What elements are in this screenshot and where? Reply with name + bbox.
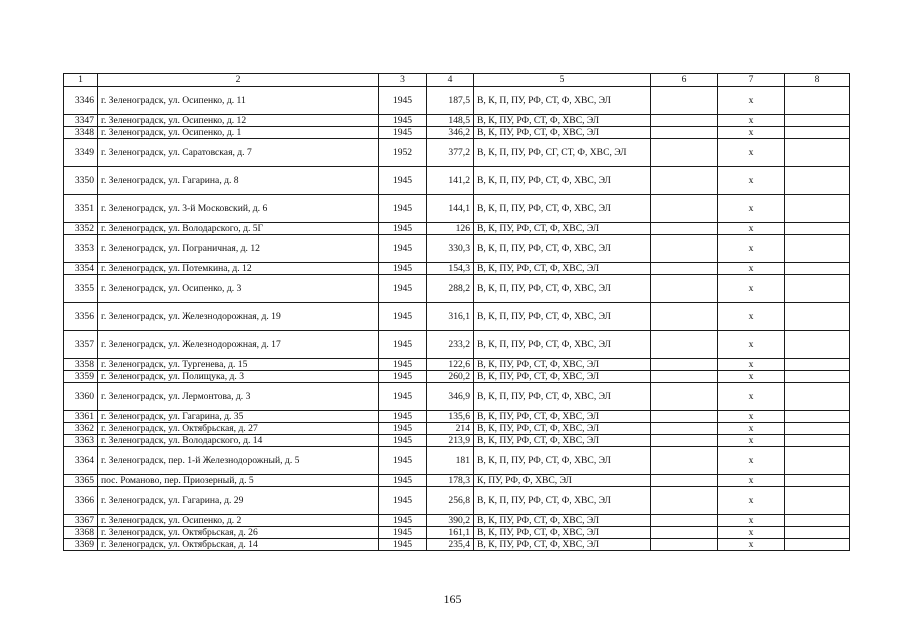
column-6-cell (651, 303, 718, 331)
works-cell: В, К, П, ПУ, РФ, СГ, СТ, Ф, ХВС, ЭЛ (474, 139, 651, 167)
year-cell: 1945 (379, 195, 427, 223)
row-number: 3348 (64, 127, 98, 139)
column-6-cell (651, 515, 718, 527)
works-cell: В, К, ПУ, РФ, СТ, Ф, ХВС, ЭЛ (474, 515, 651, 527)
works-cell: В, К, ПУ, РФ, СТ, Ф, ХВС, ЭЛ (474, 435, 651, 447)
address-cell: г. Зеленоградск, ул. Потемкина, д. 12 (98, 263, 379, 275)
column-6-cell (651, 331, 718, 359)
works-cell: В, К, ПУ, РФ, СТ, Ф, ХВС, ЭЛ (474, 539, 651, 551)
year-cell: 1945 (379, 359, 427, 371)
table-row (64, 223, 850, 235)
table-row (64, 195, 850, 223)
column-7-cell: х (718, 87, 785, 115)
works-cell: В, К, ПУ, РФ, СТ, Ф, ХВС, ЭЛ (474, 371, 651, 383)
works-cell: В, К, П, ПУ, РФ, СТ, Ф, ХВС, ЭЛ (474, 331, 651, 359)
address-cell: г. Зеленоградск, ул. Железнодорожная, д. 17 (98, 331, 379, 359)
column-8-cell (785, 87, 850, 115)
year-cell: 1945 (379, 447, 427, 475)
table-row (64, 515, 850, 527)
column-7-cell: х (718, 115, 785, 127)
address-cell: г. Зеленоградск, ул. Пограничная, д. 12 (98, 235, 379, 263)
column-6-cell (651, 195, 718, 223)
address-cell: г. Зеленоградск, ул. Лермонтова, д. 3 (98, 383, 379, 411)
column-header: 8 (785, 74, 850, 87)
table-row (64, 527, 850, 539)
row-number: 3355 (64, 275, 98, 303)
column-8-cell (785, 487, 850, 515)
column-8-cell (785, 127, 850, 139)
table-row (64, 435, 850, 447)
area-cell: 141,2 (427, 167, 474, 195)
table-row (64, 539, 850, 551)
row-number: 3362 (64, 423, 98, 435)
table-row (64, 167, 850, 195)
works-cell: В, К, П, ПУ, РФ, СТ, Ф, ХВС, ЭЛ (474, 275, 651, 303)
column-6-cell (651, 487, 718, 515)
column-6-cell (651, 167, 718, 195)
column-6-cell (651, 411, 718, 423)
column-6-cell (651, 435, 718, 447)
address-cell: г. Зеленоградск, ул. Тургенева, д. 15 (98, 359, 379, 371)
table-row (64, 447, 850, 475)
column-7-cell: х (718, 195, 785, 223)
row-number: 3364 (64, 447, 98, 475)
registry-body (64, 74, 850, 551)
row-number: 3350 (64, 167, 98, 195)
works-cell: В, К, ПУ, РФ, СТ, Ф, ХВС, ЭЛ (474, 223, 651, 235)
area-cell: 214 (427, 423, 474, 435)
area-cell: 181 (427, 447, 474, 475)
column-7-cell: х (718, 539, 785, 551)
address-cell: г. Зеленоградск, ул. Осипенко, д. 3 (98, 275, 379, 303)
row-number: 3365 (64, 475, 98, 487)
year-cell: 1945 (379, 235, 427, 263)
year-cell: 1945 (379, 539, 427, 551)
year-cell: 1945 (379, 275, 427, 303)
works-cell: В, К, ПУ, РФ, СТ, Ф, ХВС, ЭЛ (474, 359, 651, 371)
address-cell: г. Зеленоградск, ул. Володарского, д. 5Г (98, 223, 379, 235)
column-7-cell: х (718, 435, 785, 447)
column-8-cell (785, 539, 850, 551)
address-cell: г. Зеленоградск, ул. Октябрьская, д. 14 (98, 539, 379, 551)
year-cell: 1945 (379, 487, 427, 515)
column-8-cell (785, 447, 850, 475)
address-cell: г. Зеленоградск, ул. Гагарина, д. 29 (98, 487, 379, 515)
year-cell: 1945 (379, 515, 427, 527)
column-6-cell (651, 263, 718, 275)
address-cell: г. Зеленоградск, ул. Железнодорожная, д. 19 (98, 303, 379, 331)
column-8-cell (785, 195, 850, 223)
page-number: 165 (443, 592, 462, 606)
area-cell: 126 (427, 223, 474, 235)
table-row (64, 487, 850, 515)
row-number: 3356 (64, 303, 98, 331)
column-6-cell (651, 383, 718, 411)
row-number: 3357 (64, 331, 98, 359)
works-cell: К, ПУ, РФ, Ф, ХВС, ЭЛ (474, 475, 651, 487)
column-7-cell: х (718, 167, 785, 195)
area-cell: 256,8 (427, 487, 474, 515)
table-row (64, 263, 850, 275)
column-8-cell (785, 475, 850, 487)
column-header: 3 (379, 74, 427, 87)
table-row (64, 411, 850, 423)
column-8-cell (785, 303, 850, 331)
row-number: 3353 (64, 235, 98, 263)
row-number: 3361 (64, 411, 98, 423)
address-cell: г. Зеленоградск, ул. Октябрьская, д. 27 (98, 423, 379, 435)
year-cell: 1945 (379, 115, 427, 127)
column-6-cell (651, 275, 718, 303)
address-cell: г. Зеленоградск, пер. 1-й Железнодорожный, д. 5 (98, 447, 379, 475)
column-number-row (64, 74, 850, 87)
year-cell: 1945 (379, 263, 427, 275)
column-8-cell (785, 371, 850, 383)
column-header: 4 (427, 74, 474, 87)
column-6-cell (651, 475, 718, 487)
column-6-cell (651, 371, 718, 383)
column-7-cell: х (718, 139, 785, 167)
area-cell: 122,6 (427, 359, 474, 371)
column-6-cell (651, 87, 718, 115)
works-cell: В, К, ПУ, РФ, СТ, Ф, ХВС, ЭЛ (474, 127, 651, 139)
column-8-cell (785, 235, 850, 263)
table-row (64, 423, 850, 435)
column-8-cell (785, 139, 850, 167)
year-cell: 1945 (379, 383, 427, 411)
address-cell: г. Зеленоградск, ул. 3-й Московский, д. 6 (98, 195, 379, 223)
works-cell: В, К, П, ПУ, РФ, СТ, Ф, ХВС, ЭЛ (474, 303, 651, 331)
row-number: 3369 (64, 539, 98, 551)
table-row (64, 303, 850, 331)
column-7-cell: х (718, 275, 785, 303)
address-cell: г. Зеленоградск, ул. Осипенко, д. 2 (98, 515, 379, 527)
address-cell: г. Зеленоградск, ул. Гагарина, д. 35 (98, 411, 379, 423)
column-7-cell: х (718, 447, 785, 475)
column-7-cell: х (718, 235, 785, 263)
table-row (64, 475, 850, 487)
year-cell: 1945 (379, 527, 427, 539)
column-6-cell (651, 127, 718, 139)
area-cell: 161,1 (427, 527, 474, 539)
year-cell: 1945 (379, 167, 427, 195)
address-cell: г. Зеленоградск, ул. Октябрьская, д. 26 (98, 527, 379, 539)
year-cell: 1945 (379, 303, 427, 331)
row-number: 3359 (64, 371, 98, 383)
address-cell: г. Зеленоградск, ул. Осипенко, д. 1 (98, 127, 379, 139)
column-6-cell (651, 447, 718, 475)
year-cell: 1945 (379, 371, 427, 383)
area-cell: 330,3 (427, 235, 474, 263)
column-7-cell: х (718, 383, 785, 411)
column-7-cell: х (718, 423, 785, 435)
column-7-cell: х (718, 515, 785, 527)
row-number: 3354 (64, 263, 98, 275)
address-cell: г. Зеленоградск, ул. Саратовская, д. 7 (98, 139, 379, 167)
column-7-cell: х (718, 487, 785, 515)
area-cell: 233,2 (427, 331, 474, 359)
row-number: 3367 (64, 515, 98, 527)
table-row (64, 235, 850, 263)
column-6-cell (651, 223, 718, 235)
column-8-cell (785, 275, 850, 303)
column-8-cell (785, 263, 850, 275)
area-cell: 316,1 (427, 303, 474, 331)
column-8-cell (785, 223, 850, 235)
area-cell: 235,4 (427, 539, 474, 551)
area-cell: 390,2 (427, 515, 474, 527)
area-cell: 346,9 (427, 383, 474, 411)
column-8-cell (785, 515, 850, 527)
column-8-cell (785, 423, 850, 435)
area-cell: 178,3 (427, 475, 474, 487)
column-6-cell (651, 359, 718, 371)
area-cell: 154,3 (427, 263, 474, 275)
address-cell: г. Зеленоградск, ул. Осипенко, д. 12 (98, 115, 379, 127)
column-7-cell: х (718, 223, 785, 235)
registry-table (63, 73, 850, 551)
column-7-cell: х (718, 331, 785, 359)
works-cell: В, К, ПУ, РФ, СТ, Ф, ХВС, ЭЛ (474, 527, 651, 539)
column-7-cell: х (718, 475, 785, 487)
column-header: 7 (718, 74, 785, 87)
address-cell: г. Зеленоградск, ул. Гагарина, д. 8 (98, 167, 379, 195)
year-cell: 1945 (379, 127, 427, 139)
area-cell: 213,9 (427, 435, 474, 447)
column-7-cell: х (718, 303, 785, 331)
column-6-cell (651, 235, 718, 263)
year-cell: 1952 (379, 139, 427, 167)
column-8-cell (785, 527, 850, 539)
column-8-cell (785, 411, 850, 423)
column-6-cell (651, 423, 718, 435)
row-number: 3346 (64, 87, 98, 115)
column-6-cell (651, 139, 718, 167)
column-8-cell (785, 435, 850, 447)
column-7-cell: х (718, 127, 785, 139)
works-cell: В, К, П, ПУ, РФ, СТ, Ф, ХВС, ЭЛ (474, 235, 651, 263)
works-cell: В, К, П, ПУ, РФ, СТ, Ф, ХВС, ЭЛ (474, 195, 651, 223)
column-8-cell (785, 331, 850, 359)
table-row (64, 87, 850, 115)
table-row (64, 139, 850, 167)
column-6-cell (651, 527, 718, 539)
row-number: 3349 (64, 139, 98, 167)
column-6-cell (651, 115, 718, 127)
year-cell: 1945 (379, 411, 427, 423)
works-cell: В, К, ПУ, РФ, СТ, Ф, ХВС, ЭЛ (474, 411, 651, 423)
row-number: 3347 (64, 115, 98, 127)
address-cell: г. Зеленоградск, ул. Осипенко, д. 11 (98, 87, 379, 115)
works-cell: В, К, ПУ, РФ, СТ, Ф, ХВС, ЭЛ (474, 423, 651, 435)
row-number: 3368 (64, 527, 98, 539)
table-row (64, 331, 850, 359)
area-cell: 260,2 (427, 371, 474, 383)
row-number: 3360 (64, 383, 98, 411)
year-cell: 1945 (379, 435, 427, 447)
year-cell: 1945 (379, 87, 427, 115)
row-number: 3352 (64, 223, 98, 235)
column-header: 1 (64, 74, 98, 87)
year-cell: 1945 (379, 223, 427, 235)
address-cell: г. Зеленоградск, ул. Володарского, д. 14 (98, 435, 379, 447)
column-6-cell (651, 539, 718, 551)
column-header: 2 (98, 74, 379, 87)
column-8-cell (785, 115, 850, 127)
column-7-cell: х (718, 359, 785, 371)
column-7-cell: х (718, 371, 785, 383)
area-cell: 144,1 (427, 195, 474, 223)
column-header: 6 (651, 74, 718, 87)
address-cell: пос. Романово, пер. Приозерный, д. 5 (98, 475, 379, 487)
works-cell: В, К, П, ПУ, РФ, СТ, Ф, ХВС, ЭЛ (474, 447, 651, 475)
year-cell: 1945 (379, 423, 427, 435)
table-row (64, 275, 850, 303)
column-7-cell: х (718, 411, 785, 423)
works-cell: В, К, ПУ, РФ, СТ, Ф, ХВС, ЭЛ (474, 263, 651, 275)
works-cell: В, К, П, ПУ, РФ, СТ, Ф, ХВС, ЭЛ (474, 383, 651, 411)
column-7-cell: х (718, 263, 785, 275)
column-8-cell (785, 383, 850, 411)
column-8-cell (785, 167, 850, 195)
table-row (64, 115, 850, 127)
works-cell: В, К, П, ПУ, РФ, СТ, Ф, ХВС, ЭЛ (474, 487, 651, 515)
row-number: 3366 (64, 487, 98, 515)
table-row (64, 371, 850, 383)
area-cell: 288,2 (427, 275, 474, 303)
works-cell: В, К, П, ПУ, РФ, СТ, Ф, ХВС, ЭЛ (474, 167, 651, 195)
row-number: 3358 (64, 359, 98, 371)
column-header: 5 (474, 74, 651, 87)
year-cell: 1945 (379, 331, 427, 359)
column-8-cell (785, 359, 850, 371)
row-number: 3351 (64, 195, 98, 223)
area-cell: 187,5 (427, 87, 474, 115)
table-row (64, 383, 850, 411)
column-7-cell: х (718, 527, 785, 539)
works-cell: В, К, П, ПУ, РФ, СТ, Ф, ХВС, ЭЛ (474, 87, 651, 115)
area-cell: 377,2 (427, 139, 474, 167)
address-cell: г. Зеленоградск, ул. Полищука, д. 3 (98, 371, 379, 383)
table-row (64, 359, 850, 371)
area-cell: 148,5 (427, 115, 474, 127)
year-cell: 1945 (379, 475, 427, 487)
area-cell: 135,6 (427, 411, 474, 423)
works-cell: В, К, ПУ, РФ, СТ, Ф, ХВС, ЭЛ (474, 115, 651, 127)
table-row (64, 127, 850, 139)
row-number: 3363 (64, 435, 98, 447)
area-cell: 346,2 (427, 127, 474, 139)
